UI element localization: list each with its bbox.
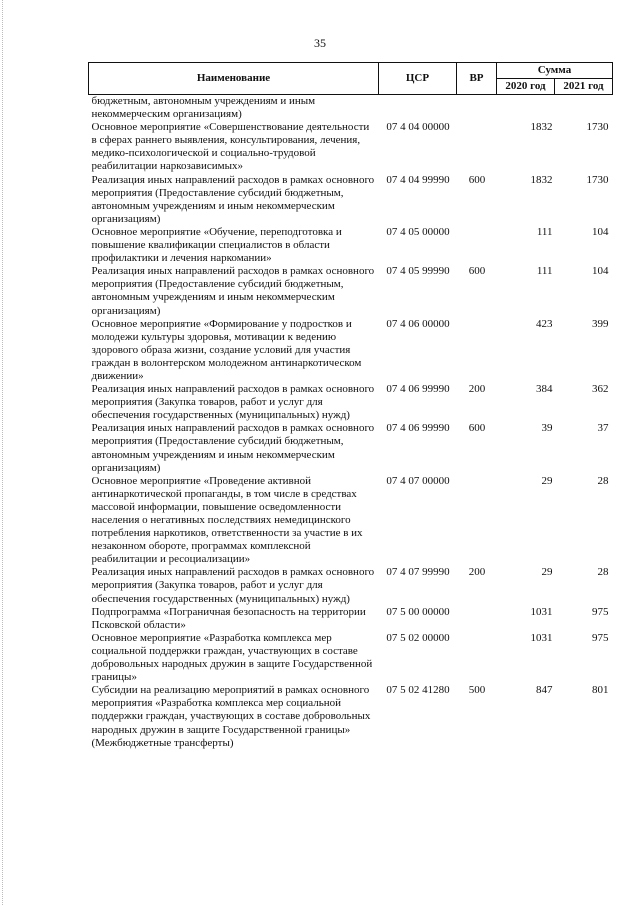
table-row xyxy=(89,265,613,317)
row-sum-2021: 975 xyxy=(592,631,609,644)
row-sum-2021: 1730 xyxy=(586,173,609,186)
header-name: Наименование xyxy=(89,63,379,95)
row-sum-2021: 399 xyxy=(592,317,609,330)
header-csr: ЦСР xyxy=(379,63,457,95)
row-csr-code xyxy=(379,95,457,122)
row-csr-code: 07 5 02 41280 xyxy=(386,684,450,697)
row-vr-code xyxy=(457,226,497,265)
table-row xyxy=(89,318,613,383)
table-row xyxy=(89,121,613,173)
row-csr-code: 07 4 04 00000 xyxy=(386,121,450,134)
row-vr-code: 500 xyxy=(468,684,486,697)
row-sum-2020: 29 xyxy=(541,566,553,579)
row-name: Основное мероприятие «Формирование у подростков и молодежи культуры здоровья, мотивации к ведению здорового образа жизни, создание условий для участия граждан в волонтерском молодежном антинаркотическом движении» xyxy=(91,317,362,382)
row-name: Основное мероприятие «Совершенствование деятельности в сферах раннего выявления, консультирования, лечения, медико-психологической и социально-трудовой реабилитации наркозависимых» xyxy=(91,121,370,173)
row-sum-2020 xyxy=(497,95,555,122)
row-sum-2020: 111 xyxy=(536,225,553,238)
row-csr-code: 07 5 00 00000 xyxy=(386,605,450,618)
row-name: Основное мероприятие «Обучение, переподготовка и повышение квалификации специалистов в области профилактики и лечения наркомании» xyxy=(91,225,342,265)
scan-edge xyxy=(2,0,3,905)
row-csr-code: 07 4 07 00000 xyxy=(386,474,450,487)
row-sum-2020: 1031 xyxy=(530,631,553,644)
table-row xyxy=(89,566,613,605)
row-vr-code: 600 xyxy=(468,173,486,186)
row-sum-2020: 423 xyxy=(536,317,553,330)
header-vr: ВР xyxy=(457,63,497,95)
table-header xyxy=(89,63,613,95)
table-row xyxy=(89,174,613,226)
table-row xyxy=(89,383,613,422)
table-row xyxy=(89,606,613,632)
row-vr-code xyxy=(457,632,497,684)
row-vr-code: 200 xyxy=(468,383,486,396)
row-vr-code xyxy=(457,475,497,567)
page-number: 35 xyxy=(314,36,326,50)
row-sum-2020: 39 xyxy=(541,422,553,435)
row-sum-2020: 384 xyxy=(536,383,553,396)
row-name: бюджетным, автономным учреждениям и иным некоммерческим организациям) xyxy=(91,95,316,121)
row-sum-2021: 362 xyxy=(592,383,609,396)
row-sum-2020: 1832 xyxy=(530,121,553,134)
row-name: Основное мероприятие «Разработка комплекса мер социальной поддержки граждан, участвующих в составе добровольных народных дружин в защите Государственной границы» xyxy=(91,631,373,684)
table-row xyxy=(89,684,613,749)
budget-table xyxy=(88,62,613,750)
table-body xyxy=(89,95,613,750)
table-row xyxy=(89,95,613,122)
row-sum-2020: 29 xyxy=(541,474,553,487)
row-csr-code: 07 4 06 00000 xyxy=(386,317,450,330)
header-year-2020: 2020 год xyxy=(497,79,555,95)
row-vr-code: 600 xyxy=(468,422,486,435)
row-name: Основное мероприятие «Проведение активной антинаркотической пропаганды, в том числе в средствах массовой информации, повышение осведомленности населения о негативных последствиях немедицинского потребления наркотиков, ответственности за участие в их незаконном обороте, программах комплексной реабилитации и ресоциализации» xyxy=(91,474,363,566)
row-sum-2020: 111 xyxy=(536,265,553,278)
row-sum-2020: 1031 xyxy=(530,605,553,618)
row-csr-code: 07 4 05 00000 xyxy=(386,225,450,238)
row-name: Реализация иных направлений расходов в рамках основного мероприятия (Закупка товаров, работ и услуг для обеспечения государственных (муниципальных) нужд) xyxy=(91,383,375,422)
row-sum-2020: 847 xyxy=(536,684,553,697)
row-vr-code xyxy=(457,121,497,173)
row-sum-2021: 975 xyxy=(592,605,609,618)
row-name: Субсидии на реализацию мероприятий в рамках основного мероприятия «Разработка комплекса мер социальной поддержки граждан, участвующих в составе добровольных народных дружин в защите Государственной границы» (Межбюджетные трансферты) xyxy=(91,684,371,749)
row-vr-code xyxy=(457,318,497,383)
row-csr-code: 07 4 07 99990 xyxy=(386,566,450,579)
row-sum-2021: 37 xyxy=(597,422,609,435)
row-csr-code: 07 4 06 99990 xyxy=(386,422,450,435)
row-vr-code: 600 xyxy=(468,265,486,278)
row-sum-2021: 104 xyxy=(592,265,609,278)
row-csr-code: 07 4 05 99990 xyxy=(386,265,450,278)
row-sum-2021: 28 xyxy=(597,474,609,487)
row-sum-2021: 104 xyxy=(592,225,609,238)
row-csr-code: 07 5 02 00000 xyxy=(386,631,450,644)
row-name: Реализация иных направлений расходов в рамках основного мероприятия (Предоставление субсидий бюджетным, автономным учреждениям и иным некоммерческим организациям) xyxy=(91,422,375,474)
table-row xyxy=(89,422,613,474)
row-sum-2020: 1832 xyxy=(530,173,553,186)
row-name: Подпрограмма «Пограничная безопасность на территории Псковской области» xyxy=(91,605,366,631)
row-vr-code: 200 xyxy=(468,566,486,579)
row-sum-2021 xyxy=(555,95,613,122)
row-vr-code xyxy=(457,606,497,632)
row-name: Реализация иных направлений расходов в рамках основного мероприятия (Предоставление субсидий бюджетным, автономным учреждениям и иным некоммерческим организациям) xyxy=(91,173,375,225)
header-sum: Сумма xyxy=(497,63,613,79)
row-name: Реализация иных направлений расходов в рамках основного мероприятия (Закупка товаров, работ и услуг для обеспечения государственных (муниципальных) нужд) xyxy=(91,566,375,605)
row-sum-2021: 28 xyxy=(597,566,609,579)
row-sum-2021: 1730 xyxy=(586,121,609,134)
row-sum-2021: 801 xyxy=(592,684,609,697)
table-row xyxy=(89,226,613,265)
row-csr-code: 07 4 04 99990 xyxy=(386,173,450,186)
row-name: Реализация иных направлений расходов в рамках основного мероприятия (Предоставление субсидий бюджетным, автономным учреждениям и иным некоммерческим организациям) xyxy=(91,265,375,317)
header-year-2021: 2021 год xyxy=(555,79,613,95)
table-row xyxy=(89,475,613,567)
row-csr-code: 07 4 06 99990 xyxy=(386,383,450,396)
row-vr-code xyxy=(457,95,497,122)
table-row xyxy=(89,632,613,684)
